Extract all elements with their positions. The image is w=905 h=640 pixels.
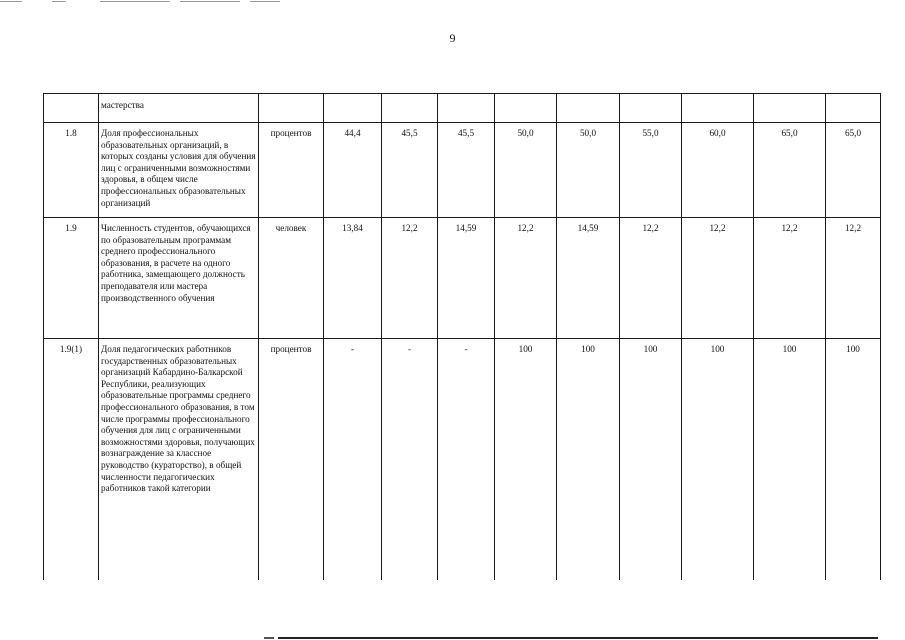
value-cell [382,94,438,123]
value-cell: 14,59 [557,218,620,339]
table-row [44,339,881,581]
value-cell [754,94,826,123]
value-cell: 44,4 [324,123,382,218]
value-cell: 100 [682,339,754,581]
value-cell: 12,2 [382,218,438,339]
value-cell: 12,2 [620,218,682,339]
value-cell [495,94,557,123]
indicators-table [43,93,881,580]
value-cell: 45,5 [438,123,495,218]
value-cell: 100 [754,339,826,581]
value-cell: 50,0 [495,123,557,218]
value-cell: 12,2 [826,218,881,339]
value-cell: 12,2 [495,218,557,339]
table-row [44,218,881,339]
unit-cell: человек [259,218,324,339]
row-number: 1.8 [44,123,99,218]
value-cell: 100 [620,339,682,581]
value-cell: 65,0 [826,123,881,218]
value-cell [324,94,382,123]
unit-cell: процентов [259,339,324,581]
value-cell: 100 [495,339,557,581]
indicator-name: Доля профессиональных образовательных организаций, в которых созданы условия для обучения лиц с ограниченными возможностями здоровья, в общем числе профессиональных образовательных организаций [99,123,259,218]
value-cell: 14,59 [438,218,495,339]
indicator-name: мастерства [99,94,259,123]
value-cell: 100 [826,339,881,581]
value-cell: 55,0 [620,123,682,218]
row-number: 1.9 [44,218,99,339]
bottom-rule [278,637,878,639]
value-cell: 60,0 [682,123,754,218]
value-cell: 100 [557,339,620,581]
unit-cell [259,94,324,123]
value-cell: - [438,339,495,581]
value-cell: - [324,339,382,581]
value-cell [826,94,881,123]
table-row [44,94,881,123]
value-cell: 12,2 [754,218,826,339]
value-cell [682,94,754,123]
unit-cell: процентов [259,123,324,218]
row-number: 1.9(1) [44,339,99,581]
scan-artifact [264,637,274,639]
value-cell: 65,0 [754,123,826,218]
value-cell [438,94,495,123]
value-cell: - [382,339,438,581]
indicator-name: Доля педагогических работников государственных образовательных организаций Кабардино-Балкарской Республики, реализующих образовательные программы среднего профессионального образования, в том числе программы профессионального обучения для лиц с ограниченными возможностями здоровья, получающих вознаграждение за классное руководство (кураторство), в общей численности педагогических работников такой категории [99,339,259,581]
value-cell: 50,0 [557,123,620,218]
indicator-name: Численность студентов, обучающихся по образовательным программам среднего профессионального образования, в расчете на одного работника, замещающего должность преподавателя или мастера производственного обучения [99,218,259,339]
table-row [44,123,881,218]
value-cell: 13,84 [324,218,382,339]
value-cell: 45,5 [382,123,438,218]
value-cell [557,94,620,123]
scan-artifact [0,0,905,4]
value-cell [620,94,682,123]
row-number [44,94,99,123]
page-number: 9 [449,31,456,45]
value-cell: 12,2 [682,218,754,339]
